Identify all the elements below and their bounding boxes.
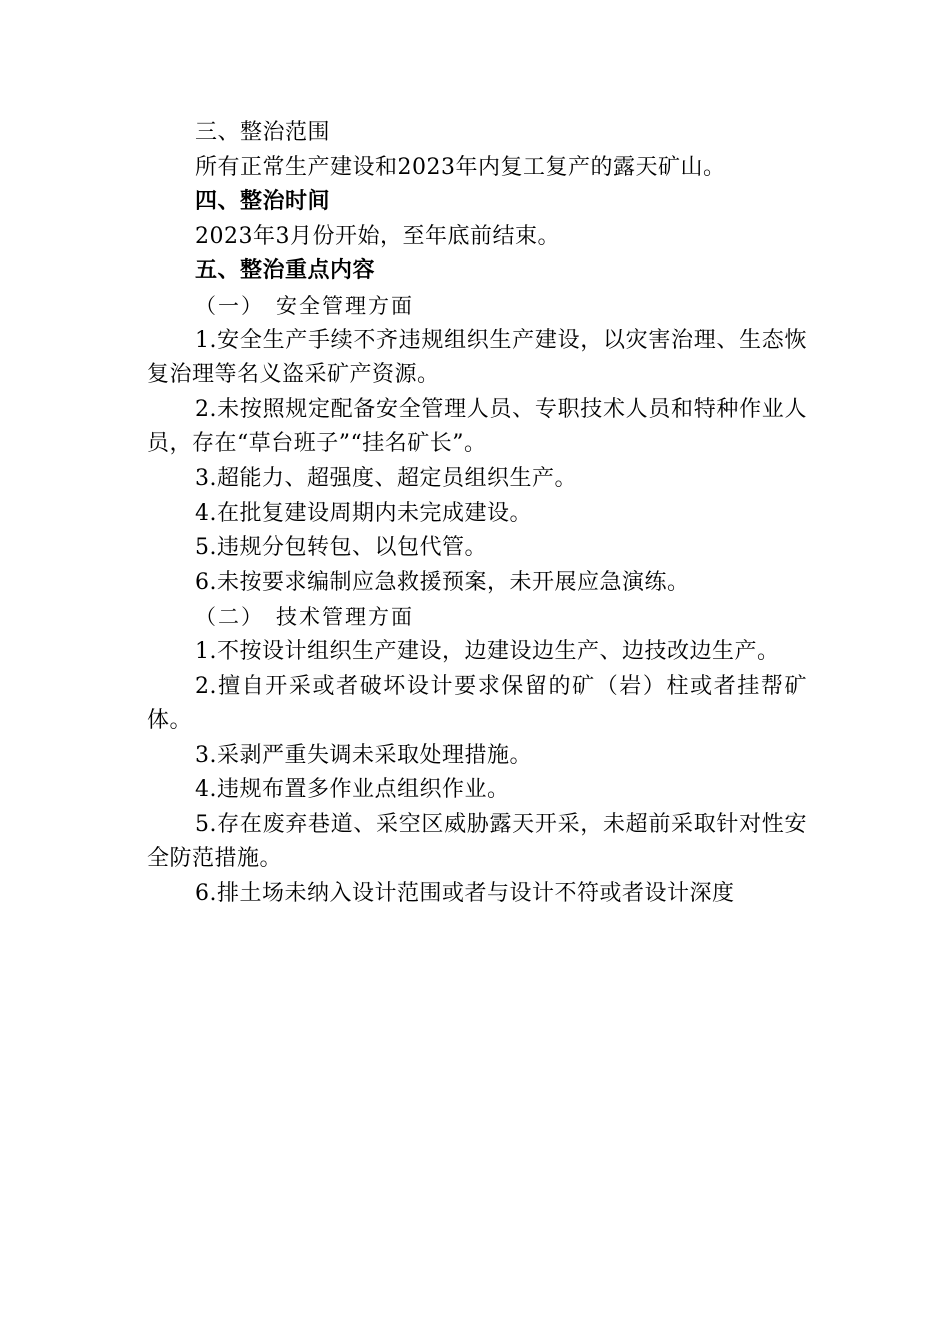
section-4-body: 2023年3月份开始，至年底前结束。 — [195, 223, 560, 249]
section-4-title: 四、整治时间 — [195, 189, 331, 215]
part-1-title: 安全管理方面 — [276, 293, 414, 318]
part-1-label: （一） — [195, 293, 264, 318]
part-1-item: 5.违规分包转包、以包代管。 — [195, 535, 487, 561]
part-1-item: 4.在批复建设周期内未完成建设。 — [195, 500, 532, 526]
part-2-item: 3.采剥严重失调未采取处理措施。 — [195, 742, 532, 768]
section-3-title: 三、整治范围 — [195, 120, 331, 145]
part-2-title: 技术管理方面 — [276, 605, 414, 630]
part-2-label: （二） — [195, 605, 264, 630]
part-1-item: 6.未按要求编制应急救援预案，未开展应急演练。 — [195, 569, 690, 595]
document-body — [147, 116, 807, 912]
part-2-item: 6.排土场未纳入设计范围或者与设计不符或者设计深度 — [195, 881, 735, 907]
part-2-heading — [147, 600, 807, 635]
section-5-title: 五、整治重点内容 — [195, 258, 376, 284]
part-1-item: 1.安全生产手续不齐违规组织生产建设，以灾害治理、生态恢复治理等名义盗采矿产资源。 — [147, 327, 807, 388]
part-1-heading — [147, 289, 807, 324]
part-2-item: 1.不按设计组织生产建设，边建设边生产、边技改边生产。 — [195, 638, 780, 664]
part-2-item: 5.存在废弃巷道、采空区威胁露天开采，未超前采取针对性安全防范措施。 — [147, 811, 807, 872]
section-3-body: 所有正常生产建设和2023年内复工复产的露天矿山。 — [195, 154, 726, 180]
part-1-item: 2.未按照规定配备安全管理人员、专职技术人员和特种作业人员，存在“草台班子”“挂名矿长”。 — [147, 396, 807, 457]
part-2-item: 4.违规布置多作业点组织作业。 — [195, 777, 510, 803]
part-1-item: 3.超能力、超强度、超定员组织生产。 — [195, 465, 577, 491]
part-2-item: 2.擅自开采或者破坏设计要求保留的矿（岩）柱或者挂帮矿体。 — [147, 673, 807, 734]
